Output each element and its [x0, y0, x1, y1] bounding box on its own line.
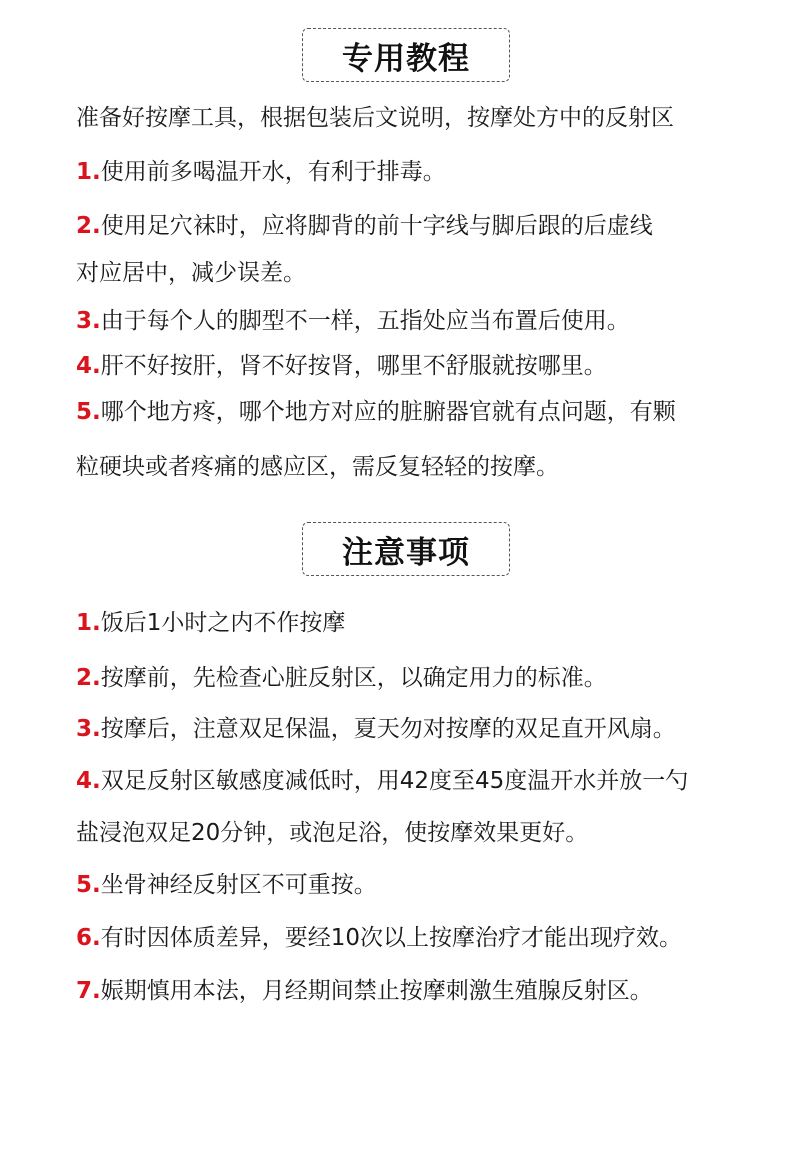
- precaution-item-6: [76, 923, 682, 953]
- item-number: 5.: [76, 872, 101, 898]
- item-number: 2.: [76, 665, 101, 691]
- item-number: 7.: [76, 978, 101, 1004]
- precaution-item-5: [76, 870, 377, 900]
- intro-text: 准备好按摩工具，根据包装后文说明，按摩处方中的反射区: [76, 105, 674, 131]
- item-text: 坐骨神经反射区不可重按。: [100, 872, 377, 898]
- tutorial-item-4: [76, 351, 607, 381]
- item-number: 4.: [76, 353, 101, 379]
- section-title-precautions: 注意事项: [302, 522, 510, 576]
- item-text: 按摩后，注意双足保温，夏天勿对按摩的双足直开风扇。: [100, 716, 676, 742]
- tutorial-item-1: [76, 157, 446, 187]
- section-title-tutorial: 专用教程: [302, 28, 510, 82]
- item-text: 饭后1小时之内不作按摩: [100, 610, 346, 636]
- tutorial-item-3: [76, 306, 630, 336]
- tutorial-item-2: [76, 211, 653, 241]
- item-text: 使用足穴袜时，应将脚背的前十字线与脚后跟的后虚线: [100, 213, 653, 239]
- item-text: 娠期慎用本法，月经期间禁止按摩刺激生殖腺反射区。: [100, 978, 653, 1004]
- tutorial-item-5-cont: 粒硬块或者疼痛的感应区，需反复轻轻的按摩。: [76, 454, 559, 480]
- item-text: 按摩前，先检查心脏反射区，以确定用力的标准。: [100, 665, 607, 691]
- precaution-item-1: [76, 608, 345, 638]
- item-text: 哪个地方疼，哪个地方对应的脏腑器官就有点问题，有颗: [100, 399, 676, 425]
- tutorial-item-5: [76, 397, 676, 427]
- item-number: 2.: [76, 213, 101, 239]
- precaution-item-4-cont: 盐浸泡双足20分钟，或泡足浴，使按摩效果更好。: [76, 820, 589, 846]
- precaution-item-2: [76, 663, 607, 693]
- item-number: 4.: [76, 768, 101, 794]
- tutorial-item-2-cont: 对应居中，减少误差。: [76, 260, 306, 286]
- item-number: 1.: [76, 610, 101, 636]
- item-text: 由于每个人的脚型不一样，五指处应当布置后使用。: [100, 308, 630, 334]
- item-number: 3.: [76, 308, 101, 334]
- item-number: 6.: [76, 925, 101, 951]
- item-text: 有时因体质差异，要经10次以上按摩治疗才能出现疗效。: [100, 925, 683, 951]
- item-text: 使用前多喝温开水，有利于排毒。: [100, 159, 446, 185]
- precaution-item-3: [76, 714, 676, 744]
- item-text: 双足反射区敏感度减低时，用42度至45度温开水并放一勺: [100, 768, 689, 794]
- precaution-item-7: [76, 976, 653, 1006]
- item-number: 5.: [76, 399, 101, 425]
- item-number: 1.: [76, 159, 101, 185]
- item-text: 肝不好按肝，肾不好按肾，哪里不舒服就按哪里。: [100, 353, 607, 379]
- item-number: 3.: [76, 716, 101, 742]
- precaution-item-4: [76, 766, 688, 796]
